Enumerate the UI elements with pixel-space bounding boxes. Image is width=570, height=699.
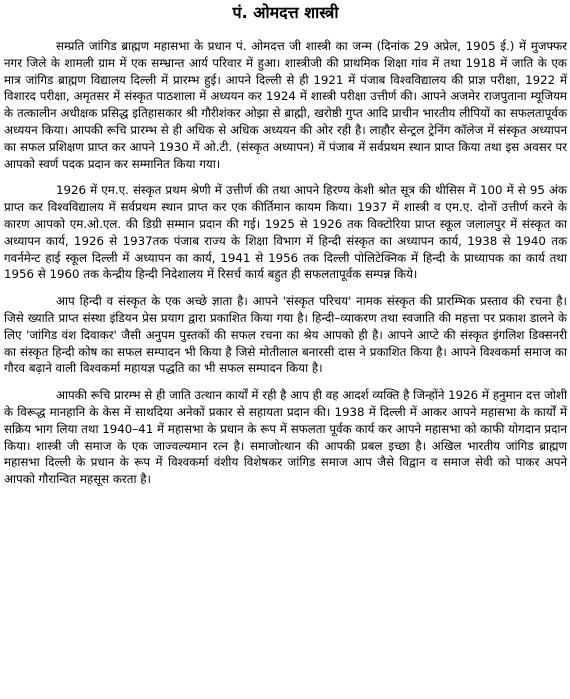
document-page	[4, 0, 567, 498]
paragraph-degrees-career: 1926 में एम.ए. संस्कृत प्रथम श्रेणी में उत्तीर्ण की तथा आपने हिरण्य केशी श्रोत सूत्र की थीसिस में 100 में से 95 अंक प्राप्त कर विश्वविद्यालय में सर्वप्रथम स्थान प्राप्त कर एक कीर्तिमान कायम किया। 1937 में शास्त्री व एम.ए. दोनों उत्तीर्ण करने के कारण आपको एम.ओ.एल. की डिग्री सम्मान प्रदान की गई। 1925 से 1926 तक विक्टोरिया प्राप्त स्कूल जलालपुर में संस्कृत का अध्यापन कार्य, 1926 से 1937तक पंजाब राज्य के शिक्षा विभाग में हिन्दी संस्कृत का अध्यापन कार्य, 1938 से 1940 तक गवर्नमेन्ट हाई स्कूल दिल्ली में अध्यापन का कार्य, 1941 से 1956 तक दिल्ली पोलिटेक्निक में हिन्दी के प्राध्यापक का कार्य तथा 1956 से 1960 तक केन्द्रीय हिन्दी निदेशालय में रिसर्च कार्य बहुत ही सफलतापूर्वक सम्पन्न किये।	[4, 183, 567, 282]
paragraph-community-service: आपकी रूचि प्रारम्भ से ही जाति उत्थान कार्यों में रही है आप ही वह आदर्श व्यक्ति है जिन्होंने 1926 में हनुमान दत्त जोशी के विरूद्ध मानहानि के केस में साथदिया अनेकों प्रकार से सहायता प्रदान की। 1938 में दिल्ली में आकर आपने महासभा के कार्यों में सक्रिय भाग लिया तथा 1940–41 में महासभा के प्रधान के रूप में सफलता पूर्वक कार्य कर आपने महासभा को काफी योगदान प्रदान किया। शास्त्री जी समाज के एक जाज्वल्यमान रत्न है। समाजोत्थान की आपकी प्रबल इच्छा है। अखिल भारतीय जांगिड ब्राह्मण महासभा दिल्ली के प्रधान के रूप में विश्वकर्मा वंशीय विशेषकर जांगिड समाज आप जैसे विद्वान व समाज सेवी को पाकर अपने आपको गौरान्वित महसूस करता है।	[4, 388, 567, 487]
paragraph-literary-works: आप हिन्दी व संस्कृत के एक अच्छे ज्ञाता है। आपने 'संस्कृत परिचय' नामक संस्कृत की प्रारम्भिक प्रस्ताव की रचना है। जिसे ख्याति प्राप्त संस्था इंडियन प्रेस प्रयाग द्वारा प्रकाशित किया गया है। हिन्दी–व्याकरण तथा स्वजाति की महत्ता पर प्रकाश डालने के लिए 'जांगिड वंश दिवाकर' जैसी अनुपम पुस्तकों की सफल रचना का श्रेय आपको ही है। आपने आप्टे की संस्कृत इंगलिश डिक्सनरी का संस्कृत हिन्दी कोष का सफल सम्पादन भी किया है जिसे मोतीलाल बनारसी दास ने प्रकाशित किया है। आपने विश्वकर्मा समाज का गौरव बढ़ाने वाली विश्वकर्मा महायज्ञ पद्धति का भी सफल सम्पादन किया है।	[4, 294, 567, 376]
page-title: पं. ओमदत्त शास्त्री	[232, 3, 339, 22]
paragraph-birth-education: सम्प्रति जांगिड ब्राह्मण महासभा के प्रधान पं. ओमदत्त जी शास्त्री का जन्म (दिनांक 29 अप्रेल, 1905 ई.) में मुजफ्फर नगर जिले के शामली ग्राम में एक सम्भ्रान्त आर्य परिवार में हुआ। शास्त्रीजी की प्राथमिक शिक्षा गांव में तथा 1918 में जाति के एक मात्र जांगिड ब्राह्मण विद्यालय दिल्ली में प्रारम्भ हुई। आपने दिल्ली से ही 1921 में पंजाब विश्वविद्यालय की प्राज्ञ परीक्षा, 1922 में विशारद परीक्षा, अमृतसर में संस्कृत पाठशाला में अध्ययन कर 1924 में शास्त्री परीक्षा उत्तीर्ण की। आपने अजमेर राजपुताना म्यूजियम के तत्कालीन अधीक्षक प्रसिद्ध इतिहासकार श्री गौरीशंकर ओझा से ब्राह्मी, खरोष्ठी गुप्त आदि प्राचीन भारतीय लीपियों का सफलतापूर्वक अध्ययन किया। आपकी रूचि प्रारम्भ से ही अधिक से अधिक अध्ययन की ओर रही है। लाहौर सेन्ट्रल ट्रेनिंग कॉलेज में संस्कृत अध्यापन का सफल प्रशिक्षण प्राप्त कर आपने 1930 में ओ.टी. (संस्कृत अध्यापन) में पंजाब में सर्वप्रथम स्थान प्राप्त किया तथा इस अवसर पर आपको स्वर्ण पदक प्रदान कर सम्मानित किया गया।	[4, 39, 567, 171]
